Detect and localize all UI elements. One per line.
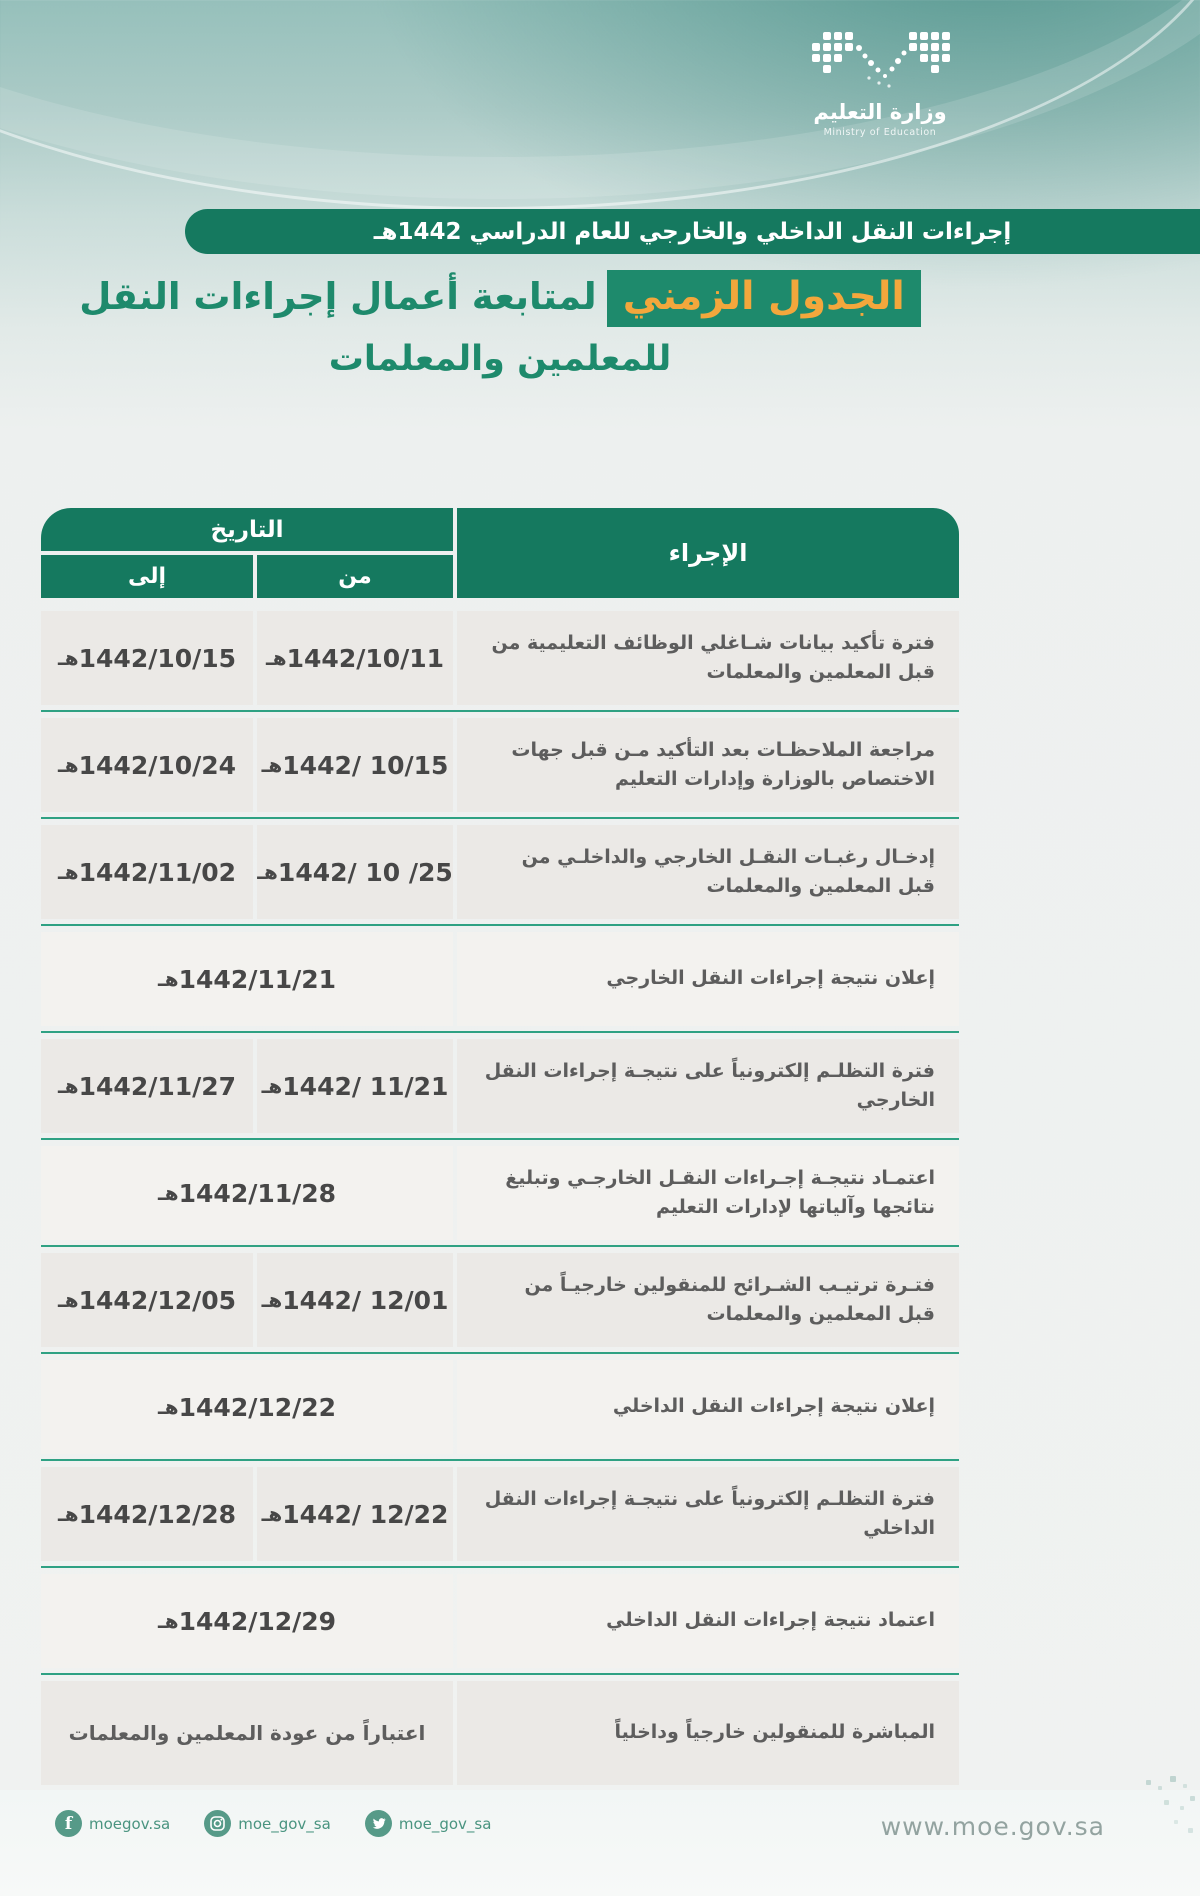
from-date: 1442/ 11/21 <box>282 1071 449 1101</box>
hijri-suffix: هـ <box>57 1288 79 1312</box>
header-date: التاريخ <box>41 508 453 551</box>
merged-date: 1442/11/21 <box>178 964 337 994</box>
merged-date-cell <box>41 932 453 1026</box>
title-line2: للمعلمين والمعلمات <box>328 339 672 379</box>
hijri-suffix: هـ <box>57 1074 79 1098</box>
from-date: 1442/ 10 /25 <box>277 857 453 887</box>
from-date-cell <box>257 1467 453 1561</box>
from-date: 1442/ 12/01 <box>282 1285 449 1315</box>
from-date-cell <box>257 1039 453 1133</box>
banner-text: إجراءات النقل الداخلي والخارجي للعام الدراسي 1442هـ <box>373 218 1012 245</box>
from-date-cell <box>257 825 453 919</box>
procedure-cell: فتـرة ترتيـب الشـرائح للمنقولين خارجيـاً من قبل المعلمين والمعلمات <box>457 1253 959 1347</box>
facebook-icon: f <box>55 1810 82 1837</box>
schedule-table <box>41 508 959 1785</box>
table-row <box>41 1574 959 1668</box>
to-date: 1442/12/28 <box>78 1499 237 1529</box>
social-handle: moe_gov_sa <box>398 1814 492 1833</box>
moe-logo <box>800 30 960 138</box>
to-date: 1442/10/15 <box>78 643 237 673</box>
twitter-icon <box>365 1810 392 1837</box>
header-from: من <box>257 555 453 598</box>
table-row <box>41 825 959 919</box>
to-date-cell <box>41 611 253 705</box>
social-handle: moe_gov_sa <box>238 1814 331 1833</box>
page-title <box>40 270 960 379</box>
from-date-cell <box>257 611 453 705</box>
hijri-suffix: هـ <box>157 1609 179 1633</box>
from-date-cell <box>257 1253 453 1347</box>
table-row <box>41 611 959 705</box>
to-date: 1442/11/02 <box>78 857 237 887</box>
table-row <box>41 1253 959 1347</box>
from-date: 1442/ 12/22 <box>282 1499 449 1529</box>
hijri-suffix: هـ <box>257 860 278 884</box>
logo-dots-icon <box>809 30 951 92</box>
hijri-suffix: هـ <box>157 1395 179 1419</box>
header-to: إلى <box>41 555 253 598</box>
procedure-cell: إعلان نتيجة إجراءات النقل الخارجي <box>457 932 959 1026</box>
table-row <box>41 718 959 812</box>
swoosh-curve <box>0 0 1200 210</box>
footer <box>0 1790 1200 1896</box>
twitter-link[interactable] <box>365 1810 492 1837</box>
merged-date-cell <box>41 1360 453 1454</box>
logo-title-arabic: وزارة التعليم <box>813 100 947 124</box>
banner-ribbon <box>185 209 1200 254</box>
to-date-cell <box>41 1467 253 1561</box>
table-body <box>41 598 959 1785</box>
header-date-group <box>41 508 453 598</box>
procedure-cell: اعتمـاد نتيجـة إجـراءات النقـل الخارجـي وتبليغ نتائجها وآلياتها لإدارات التعليم <box>457 1146 959 1240</box>
social-links <box>55 1810 491 1837</box>
hijri-suffix: هـ <box>265 646 287 670</box>
hijri-suffix: هـ <box>157 1181 179 1205</box>
title-highlight: الجدول الزمني <box>607 270 921 327</box>
table-row <box>41 1146 959 1240</box>
table-header <box>41 508 959 598</box>
table-row <box>41 1039 959 1133</box>
website-url[interactable]: www.moe.gov.sa <box>880 1812 1105 1841</box>
merged-date: 1442/11/28 <box>178 1178 337 1208</box>
table-row <box>41 1360 959 1454</box>
to-date: 1442/10/24 <box>78 750 237 780</box>
to-date-cell <box>41 718 253 812</box>
to-date-cell <box>41 1039 253 1133</box>
to-date: 1442/11/27 <box>78 1071 237 1101</box>
social-handle: moegov.sa <box>89 1814 171 1833</box>
procedure-cell: اعتماد نتيجة إجراءات النقل الداخلي <box>457 1574 959 1668</box>
hijri-suffix: هـ <box>57 1502 79 1526</box>
procedure-cell: مراجعة الملاحظـات بعد التأكيد مـن قبل جهات الاختصاص بالوزارة وإدارات التعليم <box>457 718 959 812</box>
hijri-suffix: هـ <box>57 860 79 884</box>
merged-date: 1442/12/29 <box>178 1606 337 1636</box>
merged-date: 1442/12/22 <box>178 1392 337 1422</box>
to-date-cell <box>41 1253 253 1347</box>
merged-date-cell <box>41 1146 453 1240</box>
instagram-link[interactable] <box>204 1810 331 1837</box>
from-date-cell <box>257 718 453 812</box>
procedure-cell: إعلان نتيجة إجراءات النقل الداخلي <box>457 1360 959 1454</box>
merged-date-cell <box>41 1574 453 1668</box>
table-row <box>41 1467 959 1561</box>
hijri-suffix: هـ <box>261 753 283 777</box>
swoosh-curve <box>0 0 1200 199</box>
from-date: 1442/10/11 <box>286 643 445 673</box>
table-row <box>41 1681 959 1785</box>
procedure-cell: فترة تأكيد بيانات شـاغلي الوظائف التعليمية من قبل المعلمين والمعلمات <box>457 611 959 705</box>
to-date: 1442/12/05 <box>78 1285 237 1315</box>
procedure-cell: فترة التظلـم إلكترونياً على نتيجـة إجراءات النقل الداخلي <box>457 1467 959 1561</box>
merged-text-cell: اعتباراً من عودة المعلمين والمعلمات <box>41 1681 453 1785</box>
from-date: 1442/ 10/15 <box>282 750 449 780</box>
table-row <box>41 932 959 1026</box>
hijri-suffix: هـ <box>261 1074 283 1098</box>
procedure-cell: المباشرة للمنقولين خارجياً وداخلياً <box>457 1681 959 1785</box>
footer-dots-decoration <box>1050 1772 1200 1862</box>
header-date-subrow <box>41 555 453 598</box>
hijri-suffix: هـ <box>157 967 179 991</box>
instagram-icon <box>204 1810 231 1837</box>
hijri-suffix: هـ <box>57 753 79 777</box>
to-date-cell <box>41 825 253 919</box>
facebook-link[interactable] <box>55 1810 170 1837</box>
hijri-suffix: هـ <box>57 646 79 670</box>
title-line1 <box>40 270 960 327</box>
logo-title-english: Ministry of Education <box>823 127 937 138</box>
hijri-suffix: هـ <box>261 1288 283 1312</box>
header-procedure: الإجراء <box>457 508 959 598</box>
title-rest: لمتابعة أعمال إجراءات النقل <box>79 275 597 318</box>
procedure-cell: إدخـال رغبـات النقـل الخارجي والداخلـي من قبل المعلمين والمعلمات <box>457 825 959 919</box>
procedure-cell: فترة التظلـم إلكترونياً على نتيجـة إجراءات النقل الخارجي <box>457 1039 959 1133</box>
hijri-suffix: هـ <box>261 1502 283 1526</box>
